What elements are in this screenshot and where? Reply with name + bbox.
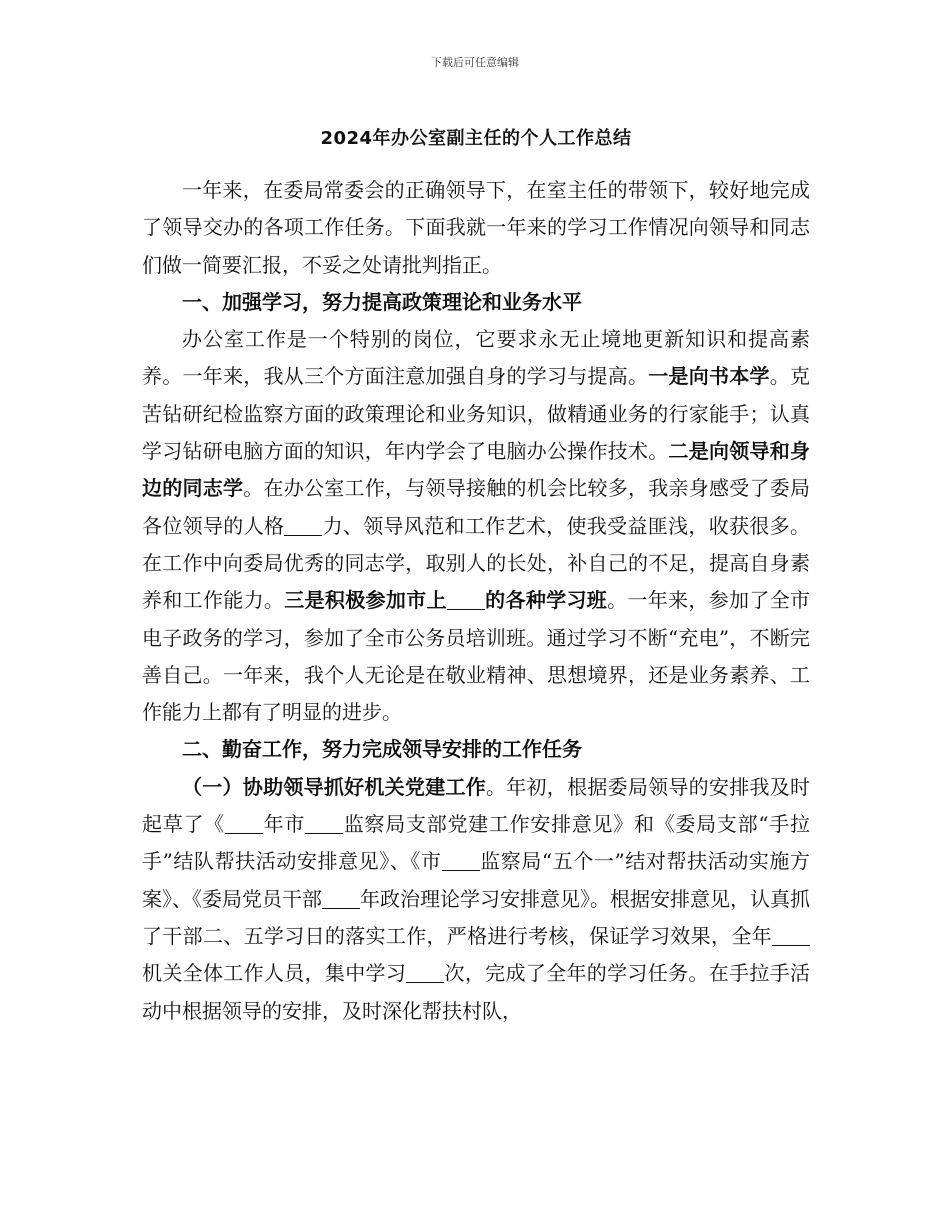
text-run: 办公室工作是一个特别的岗位，它要求永无止境地更新知识和提高素养。一年来，我从三个方面注意加强自身的学习与提高。 bbox=[142, 327, 810, 389]
bold-run: 一是向书本学 bbox=[648, 364, 770, 389]
text-run: 监察局“五个一”结对帮扶活动实施方案》、《委局党员干部 bbox=[142, 849, 810, 911]
bold-run: 三是积极参加市上 bbox=[284, 588, 447, 613]
text-run: 监察局支部党建工作安排意见》和《委局支部“手拉手”结队帮扶活动安排意见》、《市 bbox=[142, 812, 811, 874]
blank-underline bbox=[305, 813, 343, 834]
blank-underline bbox=[284, 515, 322, 536]
section-2-paragraph bbox=[142, 769, 810, 1030]
section-1-paragraph bbox=[142, 321, 810, 731]
text-run: 机关全体工作人员，集中学习 bbox=[142, 961, 407, 986]
document-title: 2024年办公室副主任的个人工作总结 bbox=[320, 128, 632, 149]
text-run: 年政治理论学习安排意见》。根据安排意见，认真抓了干部二、五学习日的落实工作，严格进行考核，保证学习效果，全年 bbox=[142, 886, 810, 948]
document-body bbox=[142, 124, 810, 1030]
intro-paragraph: 一年来，在委局常委会的正确领导下，在室主任的带领下，较好地完成了领导交办的各项工作任务。下面我就一年来的学习工作情况向领导和同志们做一简要汇报，不妥之处请批判指正。 bbox=[142, 178, 810, 277]
blank-underline bbox=[447, 589, 485, 610]
header-note: 下载后可任意编辑 bbox=[431, 56, 519, 69]
text-run: 。克苦钻研纪检监察方面的政策理论和业务知识，做精通业务的行家能手；认真学习钻研电脑方面的知识，年内学会了电脑办公操作技术。 bbox=[142, 364, 810, 464]
text-run: 次，完成了全年的学习任务。在手拉手活动中根据领导的安排，及时深化帮扶村队， bbox=[142, 961, 811, 1023]
blank-underline bbox=[322, 888, 360, 909]
blank-underline bbox=[225, 813, 263, 834]
blank-underline bbox=[772, 925, 810, 946]
blank-underline bbox=[442, 850, 480, 871]
section-2-heading: 二、勤奋工作，努力完成领导安排的工作任务 bbox=[182, 737, 582, 762]
bold-run: （一）协助领导抓好机关党建工作 bbox=[182, 774, 486, 799]
text-run: 。一年来，参加了全市电子政务的学习，参加了全市公务员培训班。通过学习不断“充电”，不断完善自己。一年来，我个人无论是在敬业精神、思想境界，还是业务素养、工作能力上都有了明显的进步。 bbox=[142, 588, 811, 725]
text-run: 力、领导风范和工作艺术，使我受益匪浅，收获很多。在工作中向委局优秀的同志学，取别人的长处，补自己的不足，提高自身素养和工作能力。 bbox=[142, 513, 811, 613]
text-run: 。在办公室工作，与领导接触的机会比较多，我亲身感受了委局各位领导的人格 bbox=[142, 476, 810, 538]
bold-run: 二是向领导和身边的同志学 bbox=[142, 439, 810, 501]
text-run: 年市 bbox=[262, 812, 306, 837]
section-1-heading: 一、加强学习，努力提高政策理论和业务水平 bbox=[182, 289, 582, 314]
text-run: 。年初，根据委局领导的安排我及时起草了《 bbox=[142, 774, 810, 837]
blank-underline bbox=[406, 962, 444, 983]
bold-run: 的各种学习班 bbox=[484, 588, 608, 613]
